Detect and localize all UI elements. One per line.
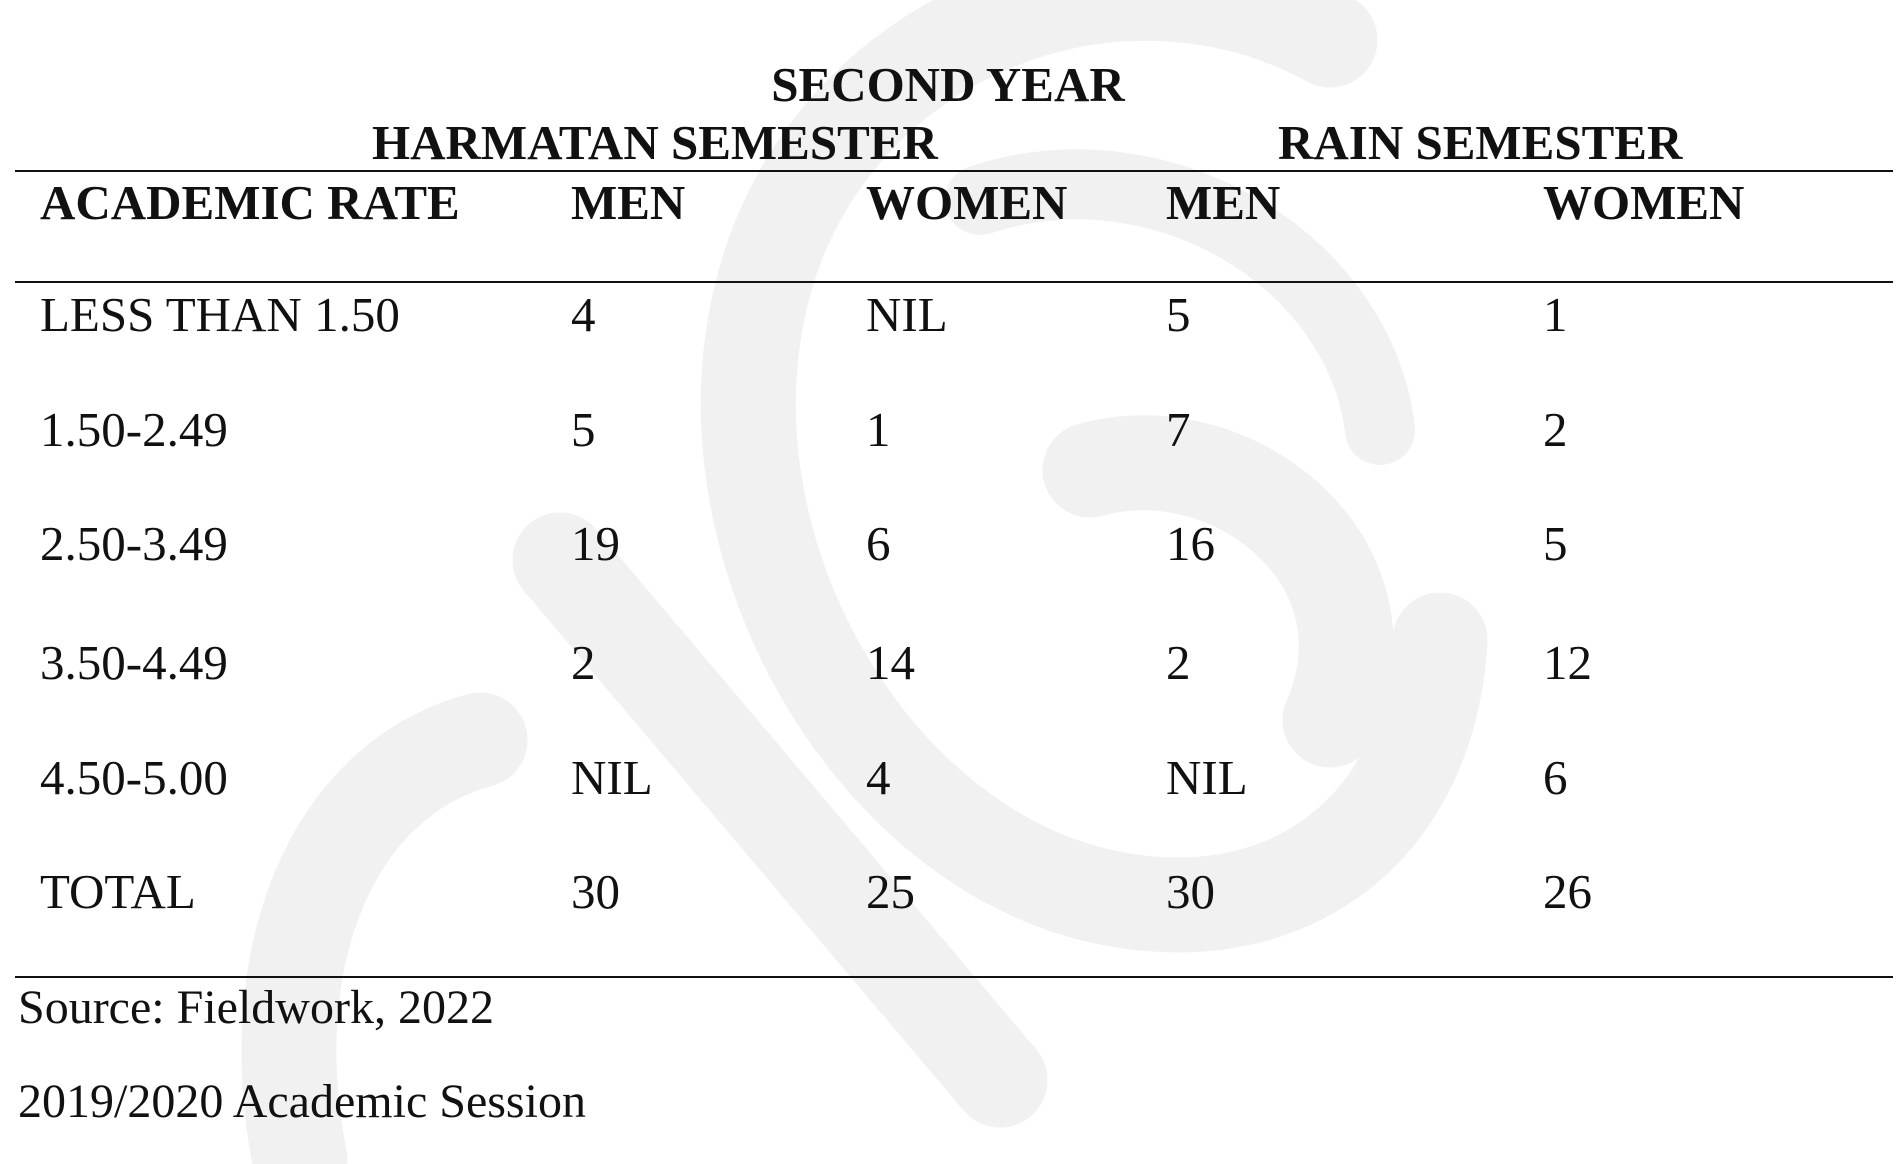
table-cell-harmatan-women: 6 bbox=[866, 516, 891, 571]
table-cell-rain-men: 2 bbox=[1166, 635, 1191, 690]
table-cell-rain-women: 5 bbox=[1543, 516, 1568, 571]
table-cell-harmatan-men: 5 bbox=[571, 402, 596, 457]
table-cell-rate: 3.50-4.49 bbox=[40, 635, 228, 690]
table-cell-rain-women: 6 bbox=[1543, 750, 1568, 805]
harmatan-semester-heading: HARMATAN SEMESTER bbox=[372, 115, 938, 170]
table-cell-rain-women: 12 bbox=[1543, 635, 1592, 690]
table-cell-total-rain-men: 30 bbox=[1166, 864, 1215, 919]
table-cell-total-rain-women: 26 bbox=[1543, 864, 1592, 919]
table-cell-rain-women: 1 bbox=[1543, 287, 1568, 342]
table-cell-harmatan-men: 2 bbox=[571, 635, 596, 690]
col-header-rain-women: WOMEN bbox=[1543, 175, 1745, 230]
table-cell-harmatan-women: 1 bbox=[866, 402, 891, 457]
table-cell-harmatan-men: 4 bbox=[571, 287, 596, 342]
table-bottom-rule bbox=[15, 976, 1893, 978]
table-cell-rate: LESS THAN 1.50 bbox=[40, 287, 400, 342]
table-cell-harmatan-women: 14 bbox=[866, 635, 915, 690]
table-cell-rate: 1.50-2.49 bbox=[40, 402, 228, 457]
year-title: SECOND YEAR bbox=[771, 57, 1125, 112]
source-note: Source: Fieldwork, 2022 bbox=[18, 981, 494, 1034]
table-cell-total-label: TOTAL bbox=[40, 864, 196, 919]
header-top-rule bbox=[15, 170, 1893, 172]
table-cell-rain-men: 7 bbox=[1166, 402, 1191, 457]
col-header-harmatan-women: WOMEN bbox=[866, 175, 1068, 230]
col-header-harmatan-men: MEN bbox=[571, 175, 686, 230]
rain-semester-heading: RAIN SEMESTER bbox=[1278, 115, 1683, 170]
session-caption: 2019/2020 Academic Session bbox=[18, 1075, 586, 1128]
table-cell-rain-men: 5 bbox=[1166, 287, 1191, 342]
col-header-academic-rate: ACADEMIC RATE bbox=[40, 175, 460, 230]
table-cell-harmatan-men: NIL bbox=[571, 750, 653, 805]
table-cell-rain-men: 16 bbox=[1166, 516, 1215, 571]
table-cell-total-harmatan-men: 30 bbox=[571, 864, 620, 919]
table-cell-rate: 4.50-5.00 bbox=[40, 750, 228, 805]
header-bottom-rule bbox=[15, 281, 1893, 283]
table-cell-rain-men: NIL bbox=[1166, 750, 1248, 805]
table-cell-total-harmatan-women: 25 bbox=[866, 864, 915, 919]
table-cell-harmatan-women: 4 bbox=[866, 750, 891, 805]
table-cell-rate: 2.50-3.49 bbox=[40, 516, 228, 571]
table-cell-rain-women: 2 bbox=[1543, 402, 1568, 457]
table-cell-harmatan-men: 19 bbox=[571, 516, 620, 571]
table-cell-harmatan-women: NIL bbox=[866, 287, 948, 342]
col-header-rain-men: MEN bbox=[1166, 175, 1281, 230]
